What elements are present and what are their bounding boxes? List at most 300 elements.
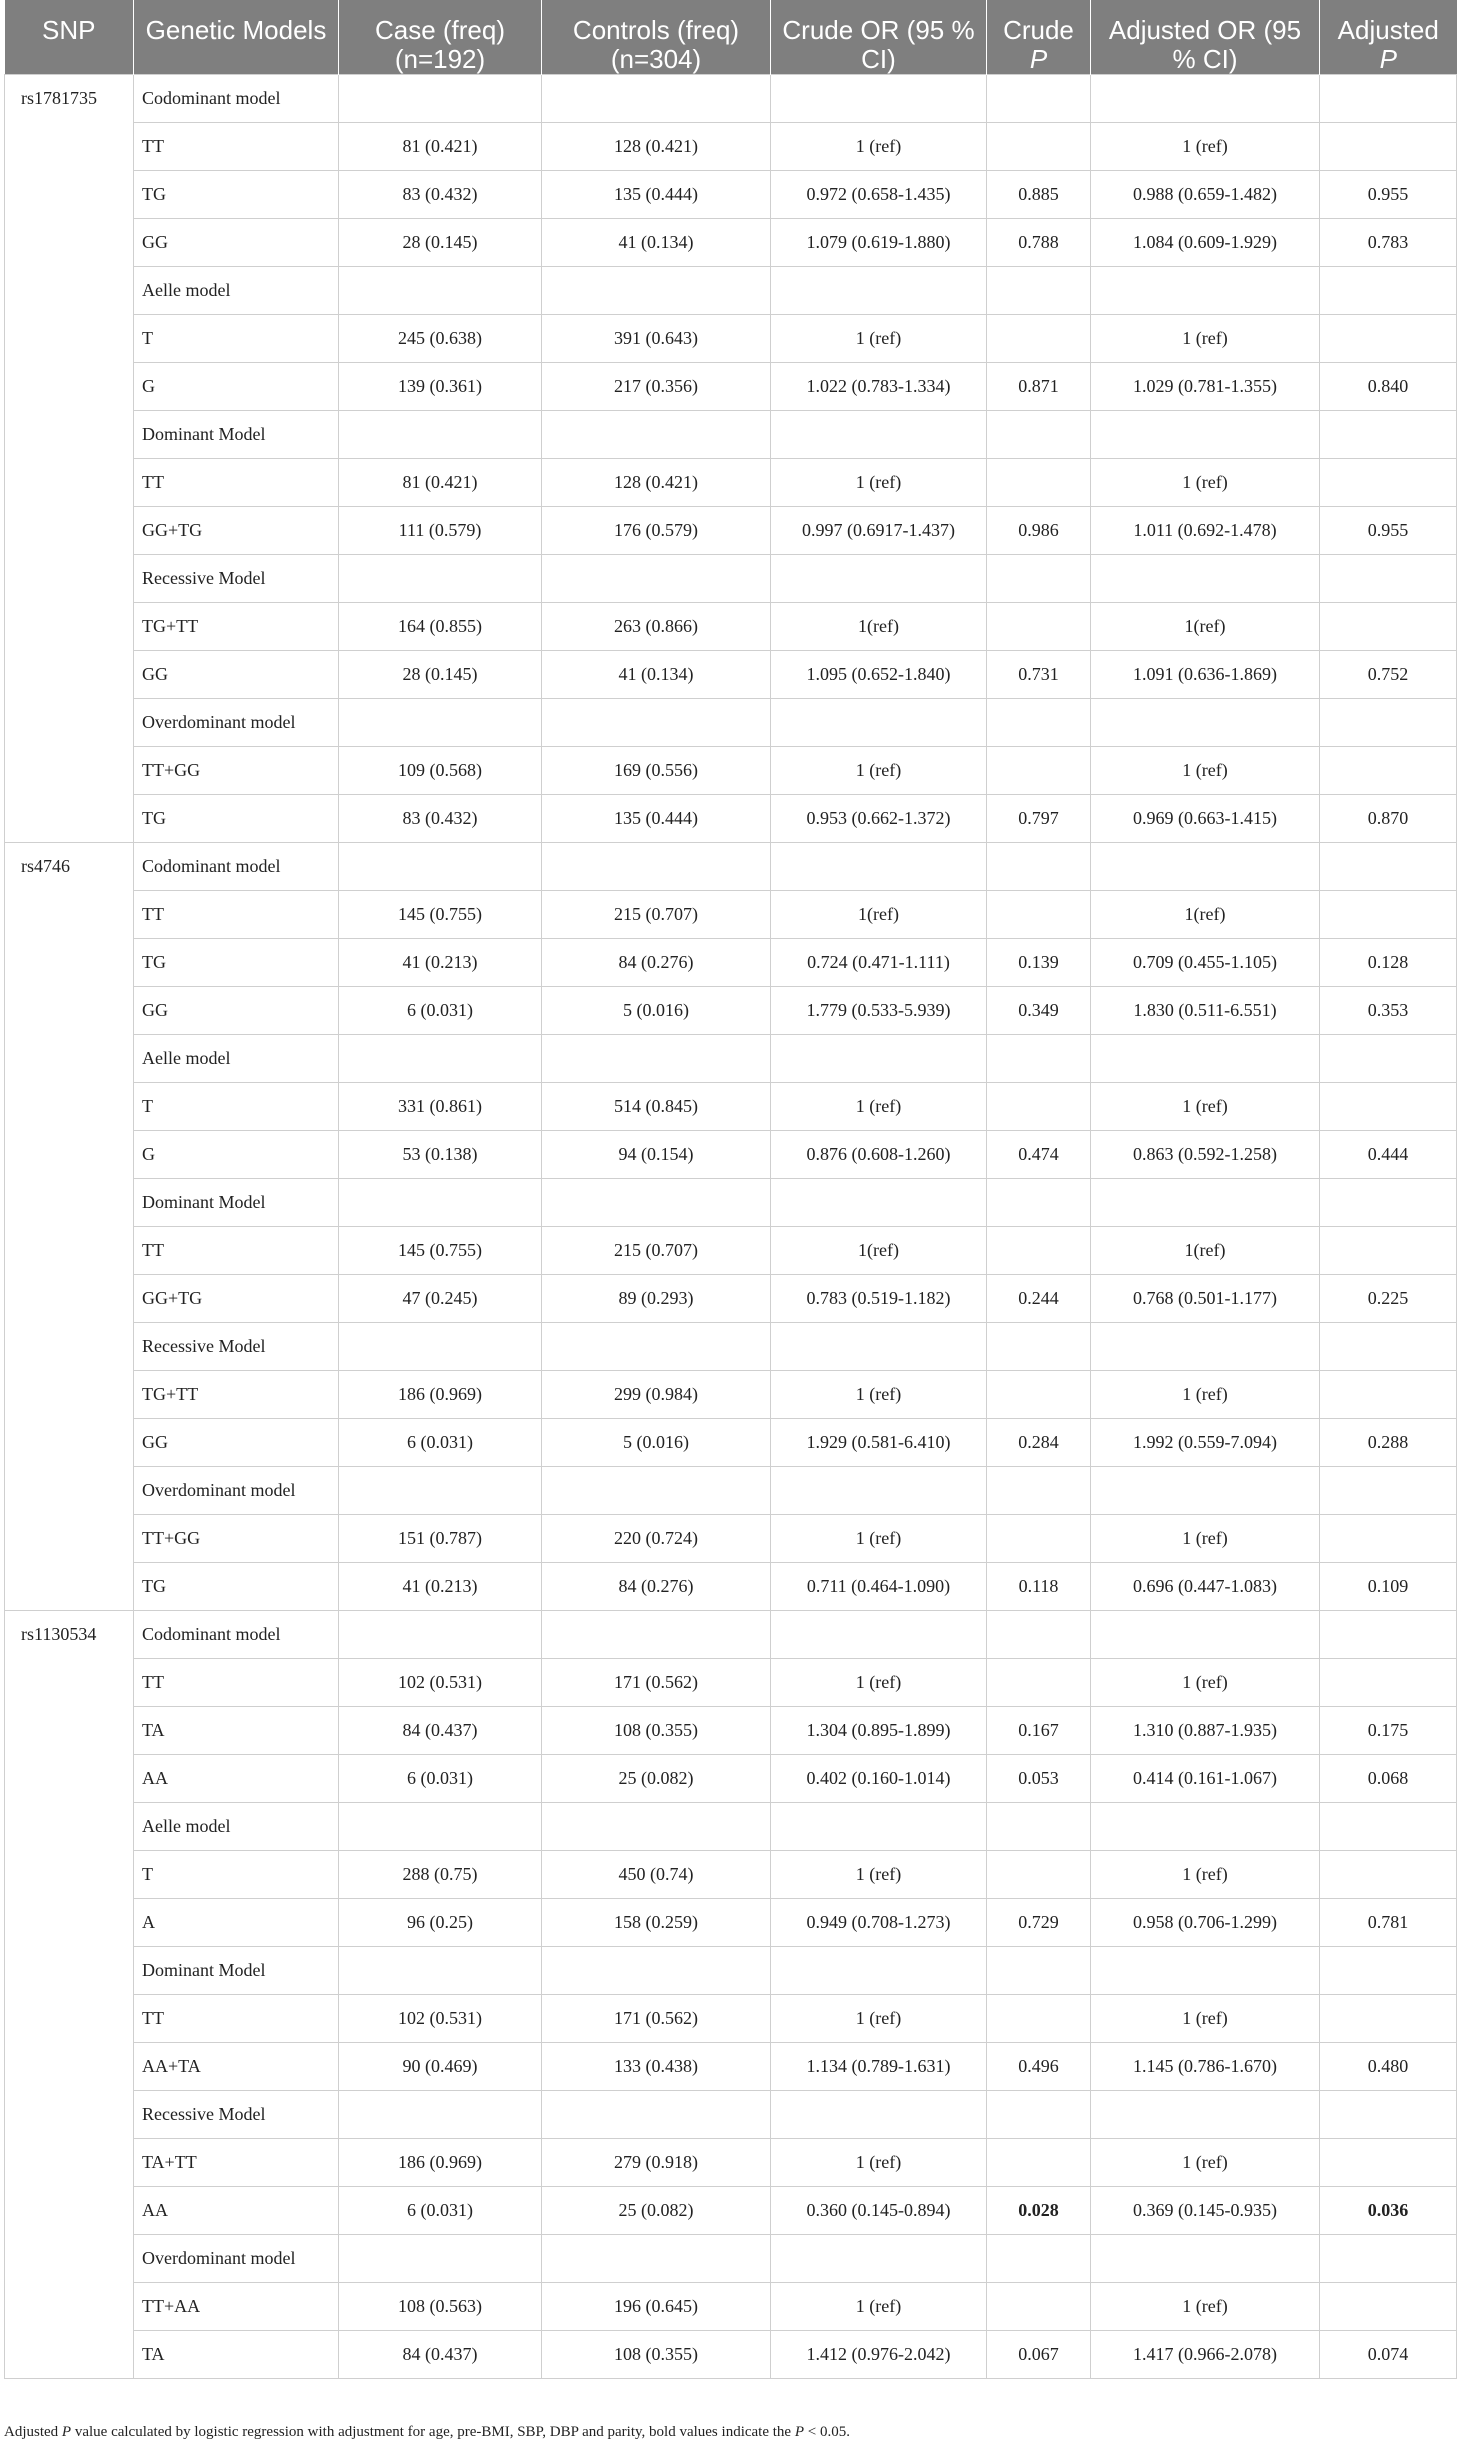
empty-cell [1320, 1803, 1457, 1851]
header-crude-or: Crude OR (95 % CI) [771, 0, 987, 75]
model-row [5, 1803, 1457, 1851]
empty-cell [542, 75, 771, 123]
adjusted-p-cell: 0.870 [1320, 795, 1457, 843]
model-row [5, 843, 1457, 891]
empty-cell [339, 1323, 542, 1371]
empty-cell [771, 699, 987, 747]
controls-cell: 25 (0.082) [542, 1755, 771, 1803]
table-row [5, 603, 1457, 651]
empty-cell [987, 1611, 1091, 1659]
empty-cell [1320, 267, 1457, 315]
table-row [5, 939, 1457, 987]
snp-cell [5, 219, 134, 267]
crude-p-cell: 0.167 [987, 1707, 1091, 1755]
crude-p-cell: 0.731 [987, 651, 1091, 699]
empty-cell [1091, 75, 1320, 123]
case-cell: 47 (0.245) [339, 1275, 542, 1323]
genotype-cell: T [134, 1083, 339, 1131]
empty-cell [1091, 555, 1320, 603]
genotype-cell: AA [134, 1755, 339, 1803]
snp-cell: rs1781735 [5, 75, 134, 123]
empty-cell [1091, 1947, 1320, 1995]
case-cell: 28 (0.145) [339, 219, 542, 267]
snp-cell [5, 1755, 134, 1803]
adjusted-p-cell: 0.074 [1320, 2331, 1457, 2379]
model-label: Recessive Model [134, 1323, 339, 1371]
empty-cell [987, 1467, 1091, 1515]
crude-p-cell [987, 1083, 1091, 1131]
table-row [5, 363, 1457, 411]
empty-cell [987, 75, 1091, 123]
model-row [5, 1323, 1457, 1371]
adjusted-p-cell: 0.353 [1320, 987, 1457, 1035]
crude-or-cell: 0.876 (0.608-1.260) [771, 1131, 987, 1179]
empty-cell [339, 699, 542, 747]
case-cell: 186 (0.969) [339, 1371, 542, 1419]
case-cell: 145 (0.755) [339, 1227, 542, 1275]
snp-cell [5, 651, 134, 699]
genotype-cell: T [134, 1851, 339, 1899]
crude-or-cell: 1.929 (0.581-6.410) [771, 1419, 987, 1467]
snp-cell [5, 939, 134, 987]
adjusted-or-cell: 1(ref) [1091, 891, 1320, 939]
model-label: Aelle model [134, 1035, 339, 1083]
table-row [5, 2043, 1457, 2091]
table-row [5, 1275, 1457, 1323]
adjusted-or-cell: 1.145 (0.786-1.670) [1091, 2043, 1320, 2091]
empty-cell [987, 2091, 1091, 2139]
snp-cell [5, 1179, 134, 1227]
crude-p-cell [987, 123, 1091, 171]
genotype-cell: TG+TT [134, 603, 339, 651]
controls-cell: 89 (0.293) [542, 1275, 771, 1323]
genotype-cell: TT [134, 1995, 339, 2043]
adjusted-or-cell: 1 (ref) [1091, 2139, 1320, 2187]
case-cell: 6 (0.031) [339, 987, 542, 1035]
snp-cell [5, 1323, 134, 1371]
empty-cell [771, 411, 987, 459]
genotype-cell: TA [134, 2331, 339, 2379]
crude-or-cell: 0.949 (0.708-1.273) [771, 1899, 987, 1947]
case-cell: 81 (0.421) [339, 459, 542, 507]
genotype-cell: GG+TG [134, 1275, 339, 1323]
adjusted-p-cell: 0.480 [1320, 2043, 1457, 2091]
crude-p-cell [987, 1659, 1091, 1707]
empty-cell [542, 555, 771, 603]
adjusted-or-cell: 1.029 (0.781-1.355) [1091, 363, 1320, 411]
empty-cell [339, 75, 542, 123]
snp-cell [5, 411, 134, 459]
crude-or-cell: 1(ref) [771, 891, 987, 939]
crude-or-cell: 1.134 (0.789-1.631) [771, 2043, 987, 2091]
table-row [5, 1131, 1457, 1179]
snp-cell [5, 699, 134, 747]
empty-cell [987, 411, 1091, 459]
empty-cell [1091, 2235, 1320, 2283]
adjusted-or-cell: 1.084 (0.609-1.929) [1091, 219, 1320, 267]
case-cell: 145 (0.755) [339, 891, 542, 939]
genotype-cell: TT+AA [134, 2283, 339, 2331]
empty-cell [339, 843, 542, 891]
empty-cell [1320, 1035, 1457, 1083]
results-table [4, 0, 1457, 2379]
empty-cell [1320, 1323, 1457, 1371]
genotype-cell: TG [134, 171, 339, 219]
adjusted-or-cell: 0.958 (0.706-1.299) [1091, 1899, 1320, 1947]
controls-cell: 196 (0.645) [542, 2283, 771, 2331]
genotype-cell: G [134, 1131, 339, 1179]
empty-cell [771, 1611, 987, 1659]
table-footnote: Adjusted P value calculated by logistic regression with adjustment for age, pre-BMI, SBP, DBP and parity, bold values indicate the P < 0.05. [4, 2424, 850, 2440]
empty-cell [987, 1035, 1091, 1083]
table-row [5, 891, 1457, 939]
snp-cell [5, 2139, 134, 2187]
genotype-cell: GG [134, 1419, 339, 1467]
crude-or-cell: 1(ref) [771, 603, 987, 651]
snp-cell [5, 171, 134, 219]
controls-cell: 217 (0.356) [542, 363, 771, 411]
model-row [5, 1947, 1457, 1995]
case-cell: 109 (0.568) [339, 747, 542, 795]
controls-cell: 263 (0.866) [542, 603, 771, 651]
adjusted-p-cell: 0.752 [1320, 651, 1457, 699]
empty-cell [987, 1947, 1091, 1995]
snp-cell: rs4746 [5, 843, 134, 891]
controls-cell: 215 (0.707) [542, 891, 771, 939]
genotype-cell: TT [134, 891, 339, 939]
empty-cell [1320, 2235, 1457, 2283]
case-cell: 108 (0.563) [339, 2283, 542, 2331]
adjusted-p-cell [1320, 1515, 1457, 1563]
empty-cell [987, 1803, 1091, 1851]
table-row [5, 1659, 1457, 1707]
crude-or-cell: 1(ref) [771, 1227, 987, 1275]
snp-cell [5, 2283, 134, 2331]
adjusted-p-cell: 0.175 [1320, 1707, 1457, 1755]
case-cell: 83 (0.432) [339, 171, 542, 219]
crude-or-cell: 0.972 (0.658-1.435) [771, 171, 987, 219]
snp-cell [5, 603, 134, 651]
empty-cell [542, 1323, 771, 1371]
controls-cell: 41 (0.134) [542, 651, 771, 699]
adjusted-or-cell: 1 (ref) [1091, 1851, 1320, 1899]
genotype-cell: AA [134, 2187, 339, 2235]
empty-cell [771, 75, 987, 123]
case-cell: 83 (0.432) [339, 795, 542, 843]
genotype-cell: G [134, 363, 339, 411]
adjusted-p-cell [1320, 1659, 1457, 1707]
controls-cell: 299 (0.984) [542, 1371, 771, 1419]
table-row [5, 795, 1457, 843]
case-cell: 139 (0.361) [339, 363, 542, 411]
adjusted-p-cell: 0.955 [1320, 171, 1457, 219]
table-row [5, 1899, 1457, 1947]
adjusted-or-cell: 0.414 (0.161-1.067) [1091, 1755, 1320, 1803]
empty-cell [339, 1611, 542, 1659]
table-row [5, 315, 1457, 363]
snp-cell [5, 123, 134, 171]
adjusted-or-cell: 1 (ref) [1091, 1515, 1320, 1563]
snp-cell [5, 1947, 134, 1995]
adjusted-p-cell: 0.128 [1320, 939, 1457, 987]
empty-cell [1091, 1323, 1320, 1371]
crude-p-cell: 0.284 [987, 1419, 1091, 1467]
model-row [5, 555, 1457, 603]
crude-or-cell: 1.095 (0.652-1.840) [771, 651, 987, 699]
table-row [5, 2283, 1457, 2331]
empty-cell [339, 1035, 542, 1083]
controls-cell: 514 (0.845) [542, 1083, 771, 1131]
controls-cell: 108 (0.355) [542, 2331, 771, 2379]
snp-cell [5, 1659, 134, 1707]
genotype-cell: GG [134, 651, 339, 699]
snp-cell [5, 267, 134, 315]
crude-or-cell: 0.360 (0.145-0.894) [771, 2187, 987, 2235]
adjusted-or-cell: 0.768 (0.501-1.177) [1091, 1275, 1320, 1323]
genotype-cell: TT [134, 1659, 339, 1707]
empty-cell [771, 1803, 987, 1851]
table-body [5, 75, 1457, 2379]
empty-cell [987, 2235, 1091, 2283]
empty-cell [339, 1179, 542, 1227]
genotype-cell: TT [134, 459, 339, 507]
empty-cell [542, 843, 771, 891]
empty-cell [1091, 411, 1320, 459]
table-row [5, 507, 1457, 555]
crude-or-cell: 1 (ref) [771, 459, 987, 507]
controls-cell: 133 (0.438) [542, 2043, 771, 2091]
crude-p-cell: 0.349 [987, 987, 1091, 1035]
table-row [5, 1419, 1457, 1467]
crude-p-cell: 0.118 [987, 1563, 1091, 1611]
case-cell: 102 (0.531) [339, 1659, 542, 1707]
crude-p-cell: 0.797 [987, 795, 1091, 843]
case-cell: 53 (0.138) [339, 1131, 542, 1179]
empty-cell [339, 1803, 542, 1851]
adjusted-or-cell: 1 (ref) [1091, 1995, 1320, 2043]
controls-cell: 215 (0.707) [542, 1227, 771, 1275]
adjusted-or-cell: 1(ref) [1091, 603, 1320, 651]
case-cell: 245 (0.638) [339, 315, 542, 363]
snp-cell [5, 1419, 134, 1467]
snp-cell [5, 1275, 134, 1323]
controls-cell: 25 (0.082) [542, 2187, 771, 2235]
crude-or-cell: 1 (ref) [771, 1995, 987, 2043]
empty-cell [771, 2235, 987, 2283]
table-row [5, 1227, 1457, 1275]
empty-cell [1091, 2091, 1320, 2139]
case-cell: 84 (0.437) [339, 2331, 542, 2379]
empty-cell [771, 843, 987, 891]
snp-cell [5, 891, 134, 939]
controls-cell: 169 (0.556) [542, 747, 771, 795]
model-row [5, 2091, 1457, 2139]
empty-cell [771, 1323, 987, 1371]
table-row [5, 2331, 1457, 2379]
adjusted-p-cell: 0.109 [1320, 1563, 1457, 1611]
table-row [5, 987, 1457, 1035]
crude-p-cell [987, 603, 1091, 651]
snp-cell [5, 1899, 134, 1947]
snp-cell [5, 507, 134, 555]
empty-cell [542, 1035, 771, 1083]
adjusted-p-cell [1320, 891, 1457, 939]
snp-cell [5, 2235, 134, 2283]
crude-or-cell: 1 (ref) [771, 2283, 987, 2331]
crude-or-cell: 0.953 (0.662-1.372) [771, 795, 987, 843]
case-cell: 6 (0.031) [339, 2187, 542, 2235]
adjusted-or-cell: 1 (ref) [1091, 315, 1320, 363]
controls-cell: 450 (0.74) [542, 1851, 771, 1899]
table-row [5, 459, 1457, 507]
adjusted-p-cell [1320, 1851, 1457, 1899]
controls-cell: 41 (0.134) [542, 219, 771, 267]
crude-or-cell: 1 (ref) [771, 1371, 987, 1419]
adjusted-or-cell: 1.011 (0.692-1.478) [1091, 507, 1320, 555]
empty-cell [1320, 75, 1457, 123]
table-row [5, 1563, 1457, 1611]
model-label: Overdominant model [134, 2235, 339, 2283]
adjusted-or-cell: 1.830 (0.511-6.551) [1091, 987, 1320, 1035]
empty-cell [542, 1611, 771, 1659]
empty-cell [987, 555, 1091, 603]
table-row [5, 651, 1457, 699]
crude-p-cell [987, 747, 1091, 795]
adjusted-or-cell: 0.863 (0.592-1.258) [1091, 1131, 1320, 1179]
snp-cell [5, 2187, 134, 2235]
controls-cell: 108 (0.355) [542, 1707, 771, 1755]
adjusted-or-cell: 0.696 (0.447-1.083) [1091, 1563, 1320, 1611]
adjusted-or-cell: 0.988 (0.659-1.482) [1091, 171, 1320, 219]
header-adjusted-or: Adjusted OR (95 % CI) [1091, 0, 1320, 75]
genotype-cell: A [134, 1899, 339, 1947]
genotype-cell: TG [134, 939, 339, 987]
empty-cell [339, 2235, 542, 2283]
adjusted-p-cell: 0.068 [1320, 1755, 1457, 1803]
crude-p-cell [987, 891, 1091, 939]
crude-p-cell: 0.139 [987, 939, 1091, 987]
genotype-cell: AA+TA [134, 2043, 339, 2091]
adjusted-p-cell: 0.444 [1320, 1131, 1457, 1179]
model-row [5, 1179, 1457, 1227]
crude-p-cell: 0.986 [987, 507, 1091, 555]
table-row [5, 123, 1457, 171]
empty-cell [542, 411, 771, 459]
genotype-cell: TG [134, 795, 339, 843]
empty-cell [987, 1323, 1091, 1371]
genotype-cell: TG [134, 1563, 339, 1611]
adjusted-or-cell: 1 (ref) [1091, 1659, 1320, 1707]
case-cell: 84 (0.437) [339, 1707, 542, 1755]
adjusted-p-cell: 0.783 [1320, 219, 1457, 267]
controls-cell: 158 (0.259) [542, 1899, 771, 1947]
case-cell: 288 (0.75) [339, 1851, 542, 1899]
empty-cell [771, 1467, 987, 1515]
controls-cell: 135 (0.444) [542, 171, 771, 219]
crude-or-cell: 1.079 (0.619-1.880) [771, 219, 987, 267]
snp-cell [5, 459, 134, 507]
model-label: Recessive Model [134, 2091, 339, 2139]
crude-p-cell: 0.244 [987, 1275, 1091, 1323]
empty-cell [1320, 555, 1457, 603]
header-crude-p: Crude P [987, 0, 1091, 75]
controls-cell: 279 (0.918) [542, 2139, 771, 2187]
empty-cell [1320, 1611, 1457, 1659]
empty-cell [1091, 699, 1320, 747]
adjusted-p-cell [1320, 2283, 1457, 2331]
empty-cell [1320, 1947, 1457, 1995]
empty-cell [1091, 1803, 1320, 1851]
snp-cell [5, 363, 134, 411]
controls-cell: 5 (0.016) [542, 1419, 771, 1467]
genotype-cell: GG [134, 987, 339, 1035]
case-cell: 90 (0.469) [339, 2043, 542, 2091]
adjusted-p-cell: 0.781 [1320, 1899, 1457, 1947]
empty-cell [1091, 843, 1320, 891]
header-adjusted-p: Adjusted P [1320, 0, 1457, 75]
controls-cell: 84 (0.276) [542, 939, 771, 987]
crude-or-cell: 1 (ref) [771, 315, 987, 363]
empty-cell [987, 267, 1091, 315]
empty-cell [1320, 1179, 1457, 1227]
case-cell: 41 (0.213) [339, 939, 542, 987]
controls-cell: 5 (0.016) [542, 987, 771, 1035]
genotype-cell: TA [134, 1707, 339, 1755]
snp-cell [5, 1083, 134, 1131]
empty-cell [542, 1947, 771, 1995]
snp-cell [5, 1515, 134, 1563]
empty-cell [1091, 1035, 1320, 1083]
adjusted-p-cell [1320, 459, 1457, 507]
snp-cell [5, 987, 134, 1035]
genotype-cell: GG+TG [134, 507, 339, 555]
adjusted-p-cell: 0.288 [1320, 1419, 1457, 1467]
adjusted-p-cell [1320, 747, 1457, 795]
empty-cell [987, 699, 1091, 747]
empty-cell [1091, 1179, 1320, 1227]
snp-cell [5, 1995, 134, 2043]
empty-cell [1091, 1611, 1320, 1659]
empty-cell [339, 1467, 542, 1515]
empty-cell [1091, 1467, 1320, 1515]
model-row [5, 1611, 1457, 1659]
genotype-cell: TT+GG [134, 747, 339, 795]
adjusted-or-cell: 1 (ref) [1091, 1083, 1320, 1131]
adjusted-or-cell: 0.369 (0.145-0.935) [1091, 2187, 1320, 2235]
header-row [5, 0, 1457, 75]
controls-cell: 128 (0.421) [542, 459, 771, 507]
empty-cell [339, 267, 542, 315]
header-controls: Controls (freq) (n=304) [542, 0, 771, 75]
adjusted-or-cell: 0.709 (0.455-1.105) [1091, 939, 1320, 987]
snp-cell [5, 795, 134, 843]
crude-p-cell [987, 1515, 1091, 1563]
adjusted-p-cell: 0.840 [1320, 363, 1457, 411]
crude-or-cell: 1 (ref) [771, 1515, 987, 1563]
adjusted-or-cell: 1 (ref) [1091, 459, 1320, 507]
adjusted-or-cell: 1.417 (0.966-2.078) [1091, 2331, 1320, 2379]
crude-or-cell: 1 (ref) [771, 123, 987, 171]
crude-p-cell [987, 315, 1091, 363]
adjusted-p-cell [1320, 1371, 1457, 1419]
crude-p-cell: 0.053 [987, 1755, 1091, 1803]
snp-cell [5, 1707, 134, 1755]
table-row [5, 1083, 1457, 1131]
snp-cell [5, 1035, 134, 1083]
header-genetic-models: Genetic Models [134, 0, 339, 75]
table-row [5, 171, 1457, 219]
model-label: Codominant model [134, 75, 339, 123]
